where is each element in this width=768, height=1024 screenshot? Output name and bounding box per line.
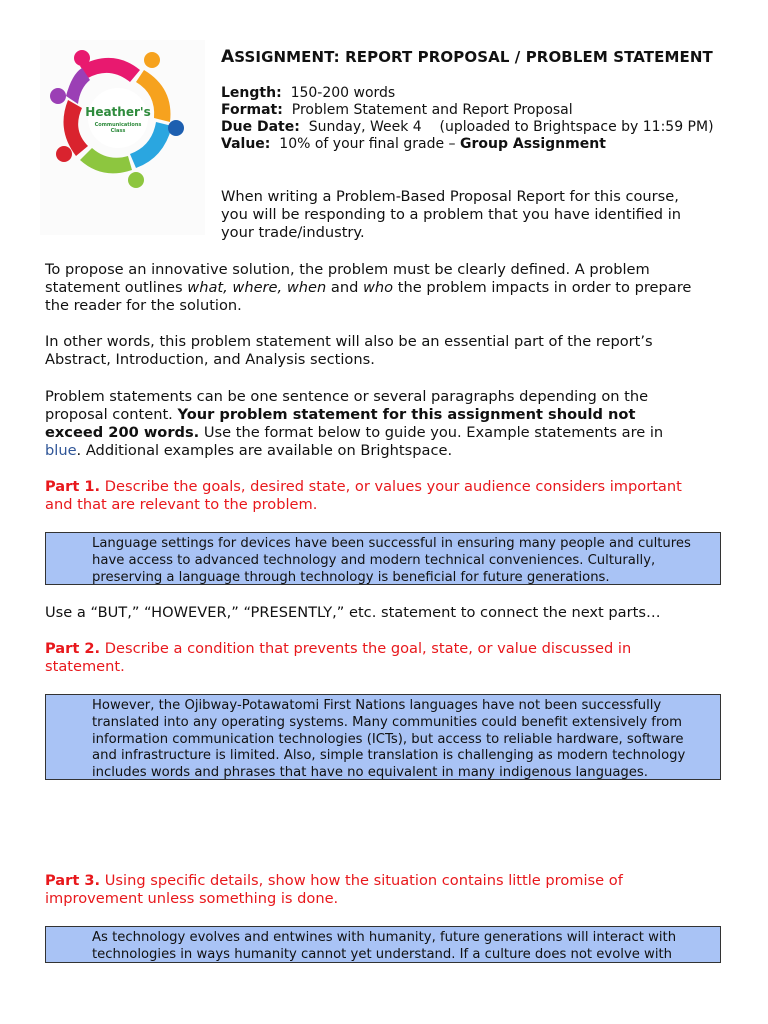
title-first-letter: A [221, 47, 235, 67]
part-1-example-box: Language settings for devices have been successful in ensuring many people and cultures have access to advanced technology and modern technical conveniences. Culturally, preserving a language through technology is beneficial for future generations. [45, 532, 721, 585]
part-3-label: Part 3. [45, 872, 101, 889]
part-1-label: Part 1. [45, 478, 101, 495]
value-value: 10% of your final grade – [279, 136, 456, 152]
intro-paragraph: When writing a Problem-Based Proposal Report for this course, you will be responding to a problem that you have identified in your trade/industry. [221, 188, 682, 241]
people-circle-logo-graphic [40, 40, 205, 235]
format-label: Format: [221, 102, 283, 118]
logo-title-text: Heather's [85, 105, 151, 119]
length-value: 150-200 words [290, 85, 396, 101]
other-words-paragraph: In other words, this problem statement will also be an essential part of the report’s Abstract, Introduction, and Analysis sections. [45, 333, 653, 368]
length-line [221, 85, 395, 102]
part-2-example-box: However, the Ojibway-Potawatomi First Nations languages have not been successfully translated into any operating systems. Many communities could benefit extensively from information communication technologies (ICTs), but access to reliable hardware, software and infrastructure is limited. Also, simple translation is challenging as modern technology includes words and phrases that have no equivalent in many indigenous languages. [45, 694, 721, 780]
value-label: Value: [221, 136, 271, 152]
due-date-value: Sunday, Week 4 (uploaded to Brightspace by 11:59 PM) [308, 119, 714, 135]
part-2-instruction: Part 2. Describe a condition that prevents the goal, state, or value discussed in statement. [45, 640, 632, 675]
problem-definition-paragraph: To propose an innovative solution, the problem must be clearly defined. A problem statement outlines what, where, when and who the problem impacts in order to prepare the reader for the solution. [45, 261, 692, 314]
format-line [221, 102, 573, 119]
connector-instruction: Use a “BUT,” “HOWEVER,” “PRESENTLY,” etc. statement to connect the next parts… [45, 604, 661, 621]
logo-subtitle-text: Communications [94, 122, 142, 128]
class-logo [40, 40, 205, 235]
word-limit-paragraph: Problem statements can be one sentence or several paragraphs depending on the proposal content. Your problem statement for this assignment should not exceed 200 words. Use the format below to guide you. Example statements are in blue. Additional examples are available on Brightspace. [45, 388, 664, 459]
format-value: Problem Statement and Report Proposal [291, 102, 573, 118]
logo-subtitle-text-2: Class [110, 128, 126, 134]
length-label: Length: [221, 85, 282, 101]
due-date-label: Due Date: [221, 119, 300, 135]
assignment-title [221, 47, 713, 67]
part-3-instruction: Part 3. Using specific details, show how the situation contains little promise of improvement unless something is done. [45, 872, 623, 907]
due-date-line [221, 119, 714, 136]
title-rest: SSIGNMENT: REPORT PROPOSAL / PROBLEM STATEMENT [234, 48, 713, 66]
part-1-instruction: Part 1. Describe the goals, desired state, or values your audience considers important and that are relevant to the problem. [45, 478, 682, 513]
part-2-label: Part 2. [45, 640, 101, 657]
part-3-example-box: As technology evolves and entwines with humanity, future generations will interact with technologies in ways humanity cannot yet understand. If a culture does not evolve with [45, 926, 721, 963]
value-line [221, 136, 606, 153]
group-assignment-label: Group Assignment [459, 136, 606, 152]
